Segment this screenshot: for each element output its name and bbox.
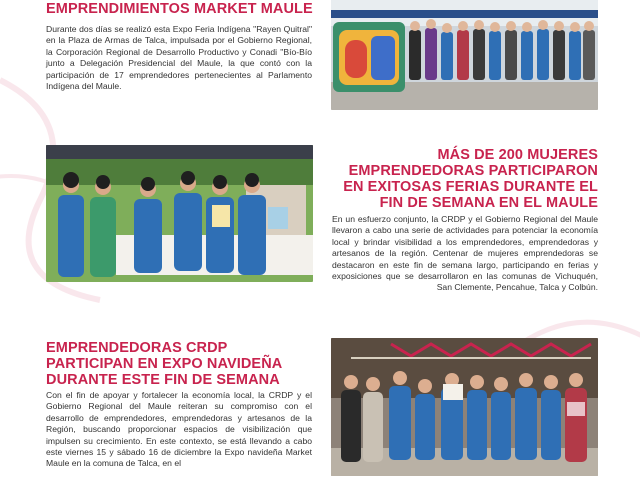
photo-mujeres-emprendedoras: [46, 145, 313, 282]
photo-expo-feria-indigena: [331, 0, 598, 110]
section2-body: En un esfuerzo conjunto, la CRDP y el Gobierno Regional del Maule llevaron a cabo una serie de actividades para potenciar la economía local y brindar visibilidad a los emprendedores, emprendedoras y artesanos de la región. Centenar de mujeres emprendedoras se destacaron en este fin de semana largo, participando en ferias y exposiciones que se desarrollaron en las comunas de Vichuquén, San Clemente, Pencahue, Talca y Colbún.: [332, 214, 598, 293]
photo-expo-navidena: [331, 338, 598, 476]
section2-heading: MÁS DE 200 MUJERES EMPRENDEDORAS PARTICIPARON EN EXITOSAS FERIAS DURANTE EL FIN DE SEMANA EN EL MAULE: [343, 147, 598, 211]
section1-heading: EMPRENDIMIENTOS MARKET MAULE: [46, 1, 313, 17]
section3-heading: EMPRENDEDORAS CRDP PARTICIPAN EN EXPO NAVIDEÑA DURANTE ESTE FIN DE SEMANA: [46, 340, 282, 388]
section3-body: Con el fin de apoyar y fortalecer la economía local, la CRDP y el Gobierno Regional del Maule reiteran su compromiso con el desarrollo de emprendedores, emprendedoras y artesanos de la Región, buscando proporcionar espacios de visibilización que impulsen su crecimiento. En este contexto, se está llevando a cabo este viernes 15 y sábado 16 de diciembre la Expo navideña Market Maule en la comuna de Talca, en el: [46, 390, 312, 469]
section1-body: Durante dos días se realizó esta Expo Feria Indígena "Rayen Quitral" en la Plaza de Armas de Talca, impulsada por el Gobierno Regional, la Corporación Regional de Desarrollo Productivo y Conadi "Bío-Bío junto a Delegación Presidencial del Maule, la que contó con la participación de 17 emprendedores pertenecientes al Parlamento Indígena del Maule.: [46, 24, 312, 92]
